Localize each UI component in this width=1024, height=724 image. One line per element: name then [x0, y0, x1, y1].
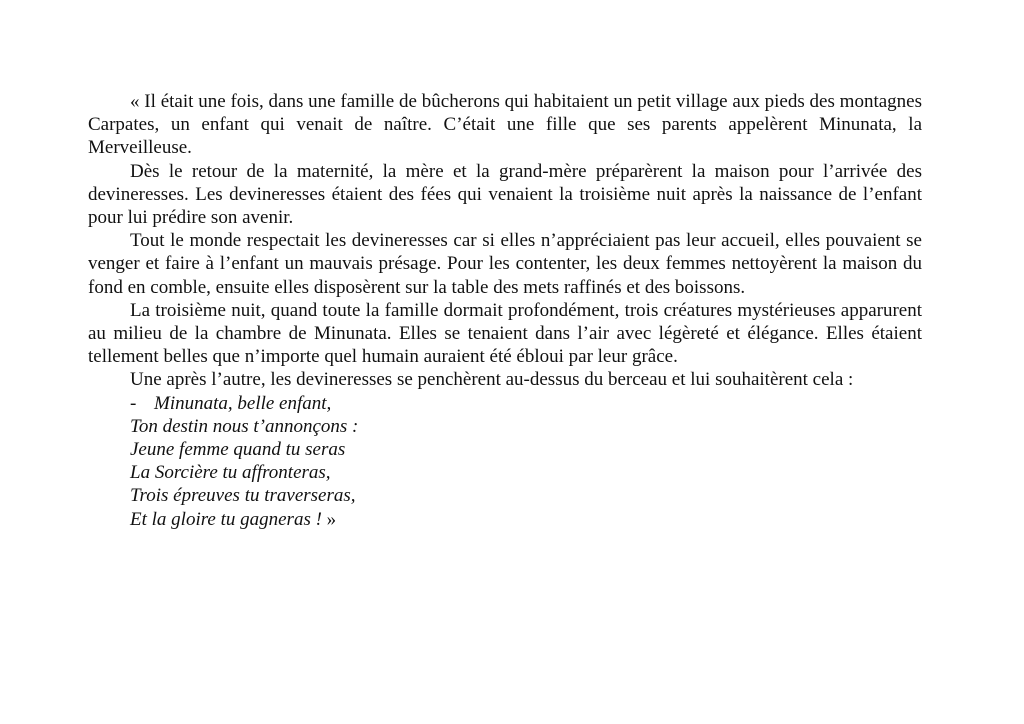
verse-dash: - [130, 392, 137, 414]
closing-quote: » [321, 508, 337, 530]
verse-line-6 [130, 508, 922, 531]
verse-line-2: Ton destin nous t’annonçons : [130, 415, 359, 437]
paragraph-2: Dès le retour de la maternité, la mère et la grand-mère préparèrent la maison pour l’arrivée des devineresses. Les devineresses étaient des fées qui venaient la troisième nuit après la naissance de l’enfant pour lui prédire son avenir. [88, 160, 922, 229]
paragraph-3: Tout le monde respectait les devineresses car si elles n’appréciaient pas leur accueil, elles pouvaient se venger et faire à l’enfant un mauvais présage. Pour les contenter, les deux femmes nettoyèrent la maison du fond en comble, ensuite elles disposèrent sur la table des mets raffinés et des boissons. [88, 230, 922, 298]
verse-line-1-text: Minunata, belle enfant, [154, 392, 332, 414]
verse-line-3: Jeune femme quand tu seras [130, 439, 346, 461]
paragraph-5: Une après l’autre, les devineresses se penchèrent au-dessus du berceau et lui souhaitèrent cela : [130, 369, 854, 391]
verse-line-4: La Sorcière tu affronteras, [130, 462, 331, 484]
paragraph-1: « Il était une fois, dans une famille de bûcherons qui habitaient un petit village aux pieds des montagnes Carpates, un enfant qui venait de naître. C’était une fille que ses parents appelèrent Minunata, la Merveilleuse. [88, 91, 922, 159]
verse-line-6-text: Et la gloire tu gagneras ! [130, 508, 322, 530]
prophecy-verse [88, 392, 922, 531]
story-text [88, 90, 922, 531]
verse-line-5: Trois épreuves tu traverseras, [130, 485, 356, 507]
paragraph-4: La troisième nuit, quand toute la famille dormait profondément, trois créatures mystérieuses apparurent au milieu de la chambre de Minunata. Elles se tenaient dans l’air avec légèreté et élégance. Elles étaient tellement belles que n’importe quel humain auraient été ébloui par leur grâce. [88, 299, 922, 368]
verse-line-1 [130, 392, 922, 415]
